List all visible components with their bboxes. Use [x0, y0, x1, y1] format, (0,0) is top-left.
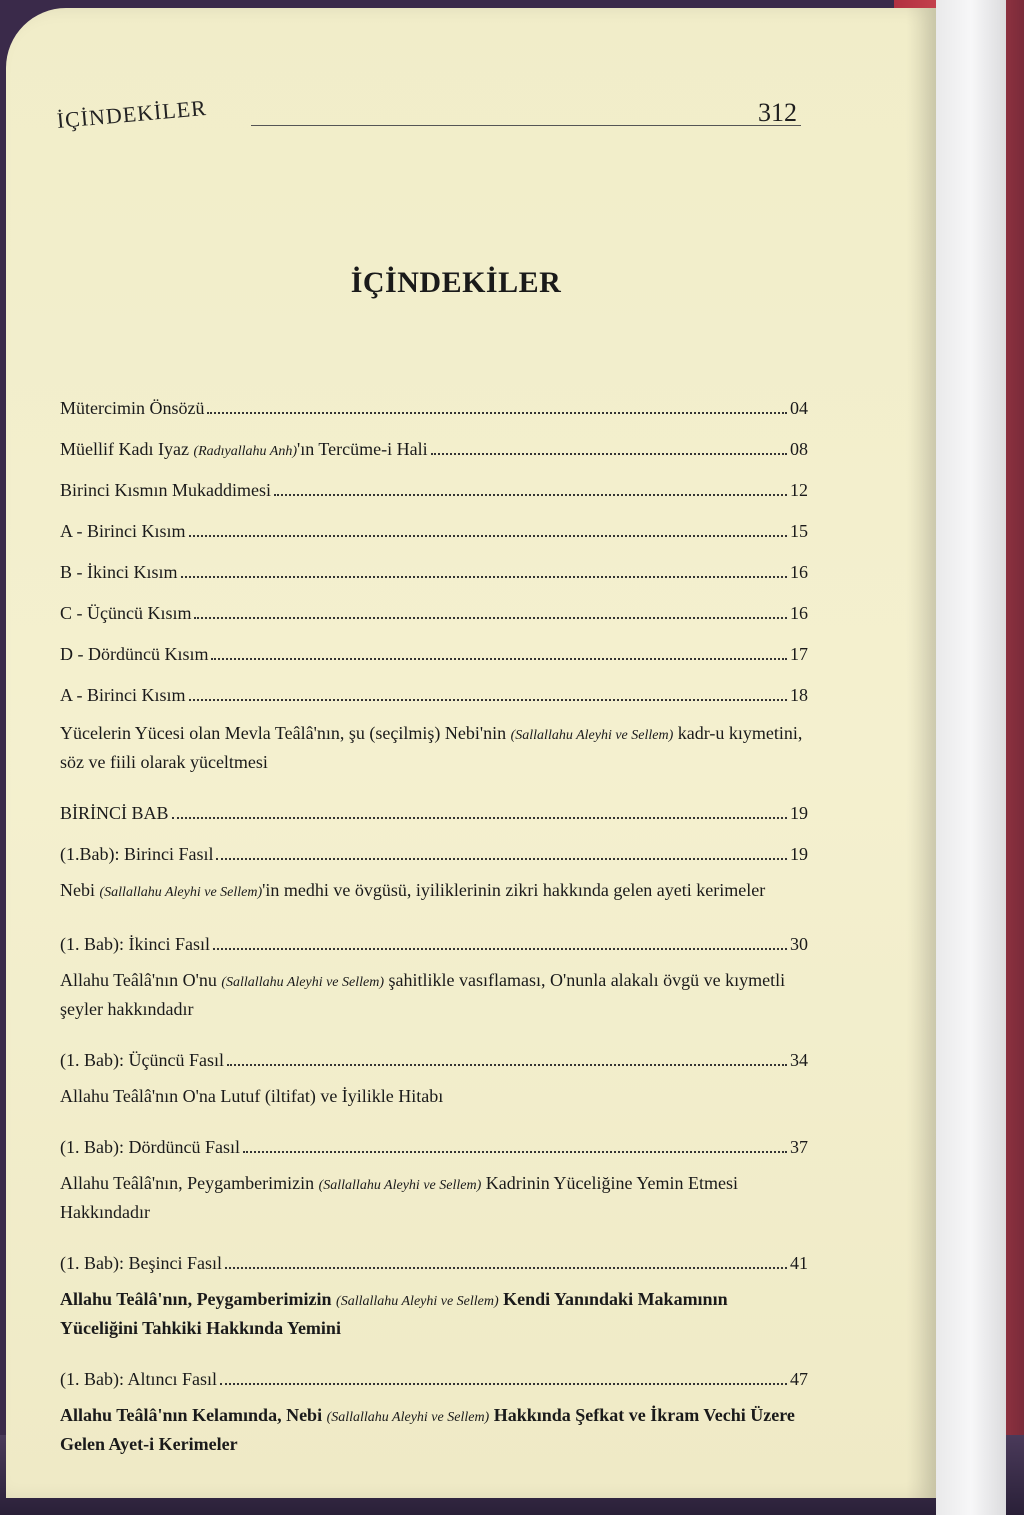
toc-entry-page: 37 — [790, 1137, 808, 1157]
toc-entry-label — [60, 439, 428, 460]
toc-entry-page: 16 — [790, 562, 808, 582]
leader-dots — [431, 453, 787, 455]
toc-subtitle — [60, 1274, 808, 1349]
leader-dots — [225, 1267, 787, 1269]
toc-entry-label: (1. Bab): Beşinci Fasıl — [60, 1253, 222, 1273]
toc-entry-page: 17 — [790, 644, 808, 664]
honorific: (Sallallahu Aleyhi ve Sellem) — [318, 1178, 482, 1193]
toc-entry-label: (1. Bab): Dördüncü Fasıl — [60, 1137, 240, 1157]
toc-subtitle — [60, 1158, 808, 1233]
toc-label-part: Müellif Kadı Iyaz — [60, 439, 194, 459]
page-number: 312 — [758, 98, 797, 127]
toc-entry — [60, 665, 808, 706]
toc-entry-label: (1. Bab): Altıncı Fasıl — [60, 1369, 217, 1389]
toc-entry — [60, 378, 808, 419]
toc-entry — [60, 783, 808, 824]
book-page-edges — [936, 0, 1006, 1515]
toc-entry — [60, 501, 808, 542]
toc-entry-page: 19 — [790, 844, 808, 864]
toc-text: Allahu Teâlâ'nın, Peygamberimizin — [60, 1173, 319, 1193]
toc-entry — [60, 1349, 808, 1390]
toc-entry-label: Mütercimin Önsözü — [60, 398, 205, 418]
toc-text: şahitlikle vasıflaması, O'nunla alakalı övgü ve kıymetli şeyler hakkındadır — [60, 970, 786, 1019]
leader-dots — [194, 617, 787, 619]
toc-entry-label: BİRİNCİ BAB — [60, 803, 169, 823]
leader-dots — [189, 699, 788, 701]
toc-entry — [60, 624, 808, 665]
toc-text: kadr-u kıymetini, söz ve fiili olarak yüceltmesi — [60, 723, 803, 772]
toc-subtitle — [60, 1390, 808, 1465]
toc-entry-label: D - Dördüncü Kısım — [60, 644, 209, 664]
toc-subtitle — [60, 955, 808, 1030]
leader-dots — [274, 494, 787, 496]
toc-entry-label: Birinci Kısmın Mukaddimesi — [60, 480, 271, 500]
header-rule — [251, 125, 801, 126]
toc-entry-label: (1.Bab): Birinci Fasıl — [60, 844, 214, 864]
toc-text: Hakkında Şefkat ve İkram Vechi Üzere Gelen Ayet-i Kerimeler — [60, 1405, 795, 1454]
toc-text: Yücelerin Yücesi olan Mevla Teâlâ'nın, şu (seçilmiş) Nebi'nin — [60, 723, 511, 743]
book-page — [6, 8, 936, 1498]
toc-entry-label: B - İkinci Kısım — [60, 562, 178, 582]
toc-text: Kadrinin Yüceliğine Yemin Etmesi Hakkındadır — [60, 1173, 739, 1222]
honorific: (Sallallahu Aleyhi ve Sellem) — [221, 975, 384, 990]
toc-entry-page: 04 — [790, 398, 808, 418]
honorific: (Sallallahu Aleyhi ve Sellem) — [99, 885, 263, 900]
toc-entry — [60, 542, 808, 583]
toc-entry-page: 12 — [790, 480, 808, 500]
toc-text: 'in medhi ve övgüsü, iyiliklerinin zikri hakkında gelen ayeti kerimeler — [262, 880, 766, 900]
toc-text: Nebi — [60, 880, 100, 900]
toc-entry-label: A - Birinci Kısım — [60, 521, 186, 541]
toc-entry-label: (1. Bab): Üçüncü Fasıl — [60, 1050, 224, 1070]
toc-entry-page: 15 — [790, 521, 808, 541]
toc-text: Allahu Teâlâ'nın, Peygamberimizin — [60, 1289, 337, 1309]
toc-entry-label: (1. Bab): İkinci Fasıl — [60, 934, 210, 954]
leader-dots — [227, 1064, 787, 1066]
running-head: İÇİNDEKİLER — [55, 94, 208, 134]
toc-entry — [60, 1030, 808, 1071]
toc-entry — [60, 460, 808, 501]
toc-entry-page: 41 — [790, 1253, 808, 1273]
toc-entry — [60, 419, 808, 460]
toc-entry-page: 34 — [790, 1050, 808, 1070]
toc-entry-page: 18 — [790, 685, 808, 705]
toc-entry — [60, 1117, 808, 1158]
toc-text: Allahu Teâlâ'nın O'na Lutuf (iltifat) ve İyilikle Hitabı — [60, 1086, 444, 1106]
toc-text: Allahu Teâlâ'nın Kelamında, Nebi — [60, 1405, 327, 1425]
toc-subtitle — [60, 706, 808, 783]
toc-text: Kendi Yanındaki Makamının Yüceliğini Tahkiki Hakkında Yemini — [60, 1289, 728, 1338]
toc-entry-page: 19 — [790, 803, 808, 823]
toc-subtitle — [60, 865, 808, 914]
gutter-shadow — [906, 8, 936, 1498]
leader-dots — [189, 535, 788, 537]
leader-dots — [207, 412, 787, 414]
toc-entry — [60, 583, 808, 624]
toc-entry-page: 30 — [790, 934, 808, 954]
toc-entry-label: C - Üçüncü Kısım — [60, 603, 192, 623]
honorific: (Sallallahu Aleyhi ve Sellem) — [326, 1410, 490, 1425]
page-title: İÇİNDEKİLER — [350, 266, 562, 299]
toc-label-part: 'ın Tercüme-i Hali — [297, 439, 428, 459]
toc-entry — [60, 1233, 808, 1274]
leader-dots — [181, 576, 788, 578]
toc-subtitle — [60, 1071, 808, 1117]
leader-dots — [213, 948, 787, 950]
toc-entry-page: 16 — [790, 603, 808, 623]
toc-entry — [60, 824, 808, 865]
leader-dots — [220, 1383, 787, 1385]
leader-dots — [216, 858, 787, 860]
honorific: (Sallallahu Aleyhi ve Sellem) — [336, 1294, 499, 1309]
leader-dots — [172, 817, 787, 819]
toc-entry-label: A - Birinci Kısım — [60, 685, 186, 705]
toc-entry-page: 08 — [790, 439, 808, 459]
toc-entry-page: 47 — [790, 1369, 808, 1389]
toc-entry — [60, 914, 808, 955]
leader-dots — [211, 658, 787, 660]
honorific: (Sallallahu Aleyhi ve Sellem) — [510, 728, 674, 743]
toc-text: Allahu Teâlâ'nın O'nu — [60, 970, 222, 990]
honorific: (Radıyallahu Anh) — [193, 444, 298, 459]
table-of-contents — [60, 378, 808, 1465]
leader-dots — [243, 1151, 787, 1153]
